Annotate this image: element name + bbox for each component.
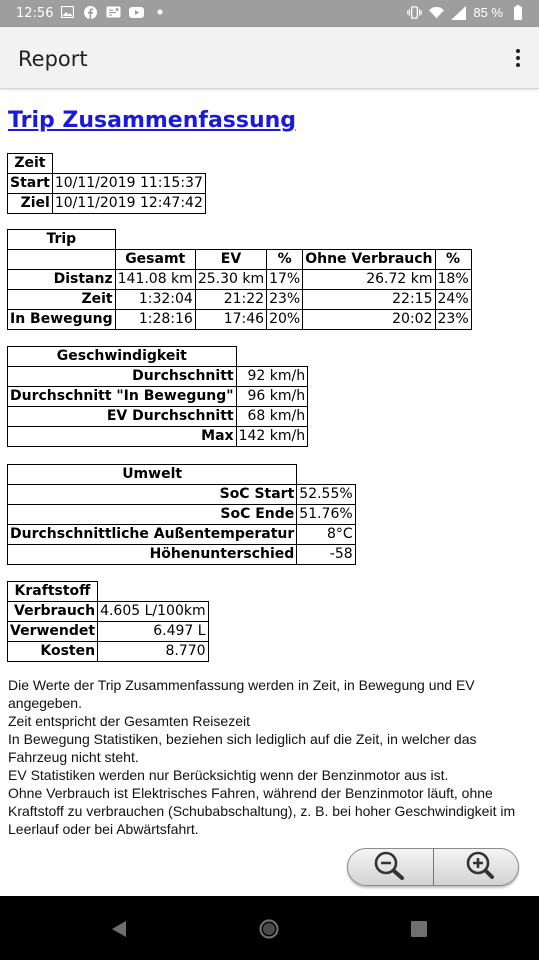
cell: 20:02: [303, 310, 435, 330]
status-bar: [0, 0, 539, 27]
table-row: [8, 290, 472, 310]
row-label: Höhenunterschied: [8, 545, 297, 565]
zeit-header: Zeit: [8, 154, 53, 174]
system-icons: [407, 5, 525, 20]
table-row: [8, 270, 472, 290]
note-line: In Bewegung Statistiken, beziehen sich lediglich auf die Zeit, in welcher das Fahrzeug nicht steht.: [8, 731, 477, 765]
wifi-icon: [429, 6, 444, 20]
note-line: Ohne Verbrauch ist Elektrisches Fahren, während der Benzinmotor läuft, ohne Kraftstoff zu verbrauchen (Schubabschaltung), z. B. bei hoher Geschwindigkeit im Leerlauf oder bei Abwärtsfahrt.: [8, 785, 516, 837]
vibrate-icon: [407, 6, 422, 20]
zoom-in-button[interactable]: [434, 849, 519, 885]
row-label: Durchschnittliche Außentemperatur: [8, 525, 297, 545]
table-row: [8, 642, 209, 662]
page-title: Report: [18, 47, 88, 71]
umwelt-table: [7, 464, 356, 565]
table-row: [8, 622, 209, 642]
app-bar: [0, 27, 539, 89]
table-row: [8, 387, 308, 407]
battery-percent: 85 %: [473, 5, 503, 20]
cell: 25.30 km: [195, 270, 266, 290]
row-label: Ziel: [8, 194, 53, 214]
row-value: 52.55%: [297, 485, 355, 505]
row-value: 8.770: [98, 642, 209, 662]
row-value: 8°C: [297, 525, 355, 545]
row-value: 92 km/h: [236, 367, 308, 387]
cell: 17:46: [195, 310, 266, 330]
trip-header: Trip: [8, 230, 116, 250]
battery-icon: [510, 6, 525, 20]
row-label: Max: [8, 427, 237, 447]
row-value: 68 km/h: [236, 407, 308, 427]
cell: 24%: [435, 290, 471, 310]
cell: 20%: [267, 310, 303, 330]
column-header: EV: [195, 250, 266, 270]
overflow-menu-icon[interactable]: [511, 46, 525, 70]
row-label: Durchschnitt "In Bewegung": [8, 387, 237, 407]
report-content[interactable]: [0, 90, 539, 896]
cell: 1:32:04: [115, 290, 195, 310]
note-line: Die Werte der Trip Zusammenfassung werden in Zeit, in Bewegung und EV angegeben.: [8, 677, 475, 711]
table-row: [8, 174, 206, 194]
kraftstoff-table: [7, 581, 209, 662]
umwelt-header: Umwelt: [8, 465, 297, 485]
row-value: 51.76%: [297, 505, 355, 525]
cell: 21:22: [195, 290, 266, 310]
column-header: %: [435, 250, 471, 270]
row-label: Distanz: [8, 270, 116, 290]
row-value: 142 km/h: [236, 427, 308, 447]
cell: 23%: [435, 310, 471, 330]
row-value: 6.497 L: [98, 622, 209, 642]
row-value: 10/11/2019 12:47:42: [52, 194, 205, 214]
row-value: 96 km/h: [236, 387, 308, 407]
row-label: Zeit: [8, 290, 116, 310]
row-label: EV Durchschnitt: [8, 407, 237, 427]
table-row: [8, 545, 356, 565]
geschwindigkeit-header: Geschwindigkeit: [8, 347, 237, 367]
navigation-bar: [0, 896, 539, 960]
facebook-icon: [83, 5, 98, 19]
trip-column-headers: [8, 250, 472, 270]
table-row: [8, 525, 356, 545]
table-row: [8, 427, 308, 447]
table-row: [8, 485, 356, 505]
zoom-out-button[interactable]: [348, 849, 433, 885]
row-label: Verwendet: [8, 622, 98, 642]
table-row: [8, 367, 308, 387]
row-value: -58: [297, 545, 355, 565]
column-header: Ohne Verbrauch: [303, 250, 435, 270]
table-row: [8, 194, 206, 214]
row-label: Kosten: [8, 642, 98, 662]
note-line: Zeit entspricht der Gesamten Reisezeit: [8, 713, 250, 729]
explanation-text: [8, 676, 533, 838]
geschwindigkeit-table: [7, 346, 308, 447]
table-row: [8, 310, 472, 330]
image-icon: [60, 5, 75, 19]
cell: 23%: [267, 290, 303, 310]
table-row: [8, 602, 209, 622]
row-label: SoC Ende: [8, 505, 297, 525]
youtube-icon: [129, 5, 144, 19]
cell: 18%: [435, 270, 471, 290]
notification-icons: [60, 5, 167, 19]
status-time: 12:56: [16, 6, 54, 21]
row-value: 4.605 L/100km: [98, 602, 209, 622]
row-label: SoC Start: [8, 485, 297, 505]
zeit-table: [7, 153, 206, 214]
cell: 141.08 km: [115, 270, 195, 290]
cell: 26.72 km: [303, 270, 435, 290]
cell: 22:15: [303, 290, 435, 310]
zoom-out-icon: [372, 850, 408, 885]
row-label: Start: [8, 174, 53, 194]
dot-icon: [152, 5, 167, 19]
cast-icon: [106, 5, 121, 19]
row-label: Verbrauch: [8, 602, 98, 622]
zoom-controls: [347, 848, 519, 886]
row-label: In Bewegung: [8, 310, 116, 330]
note-line: EV Statistiken werden nur Berücksichtig wenn der Benzinmotor aus ist.: [8, 767, 449, 783]
table-row: [8, 505, 356, 525]
zoom-in-icon: [458, 850, 494, 885]
recents-icon[interactable]: [408, 918, 430, 940]
cell: 17%: [267, 270, 303, 290]
trip-table: [7, 229, 472, 330]
column-header: Gesamt: [115, 250, 195, 270]
row-value: 10/11/2019 11:15:37: [52, 174, 205, 194]
signal-icon: [451, 6, 466, 20]
table-row: [8, 407, 308, 427]
home-icon[interactable]: [258, 918, 280, 940]
report-heading[interactable]: Trip Zusammenfassung: [8, 108, 297, 133]
row-label: Durchschnitt: [8, 367, 237, 387]
column-header: %: [267, 250, 303, 270]
cell: 1:28:16: [115, 310, 195, 330]
back-icon[interactable]: [108, 918, 130, 940]
kraftstoff-header: Kraftstoff: [8, 582, 98, 602]
